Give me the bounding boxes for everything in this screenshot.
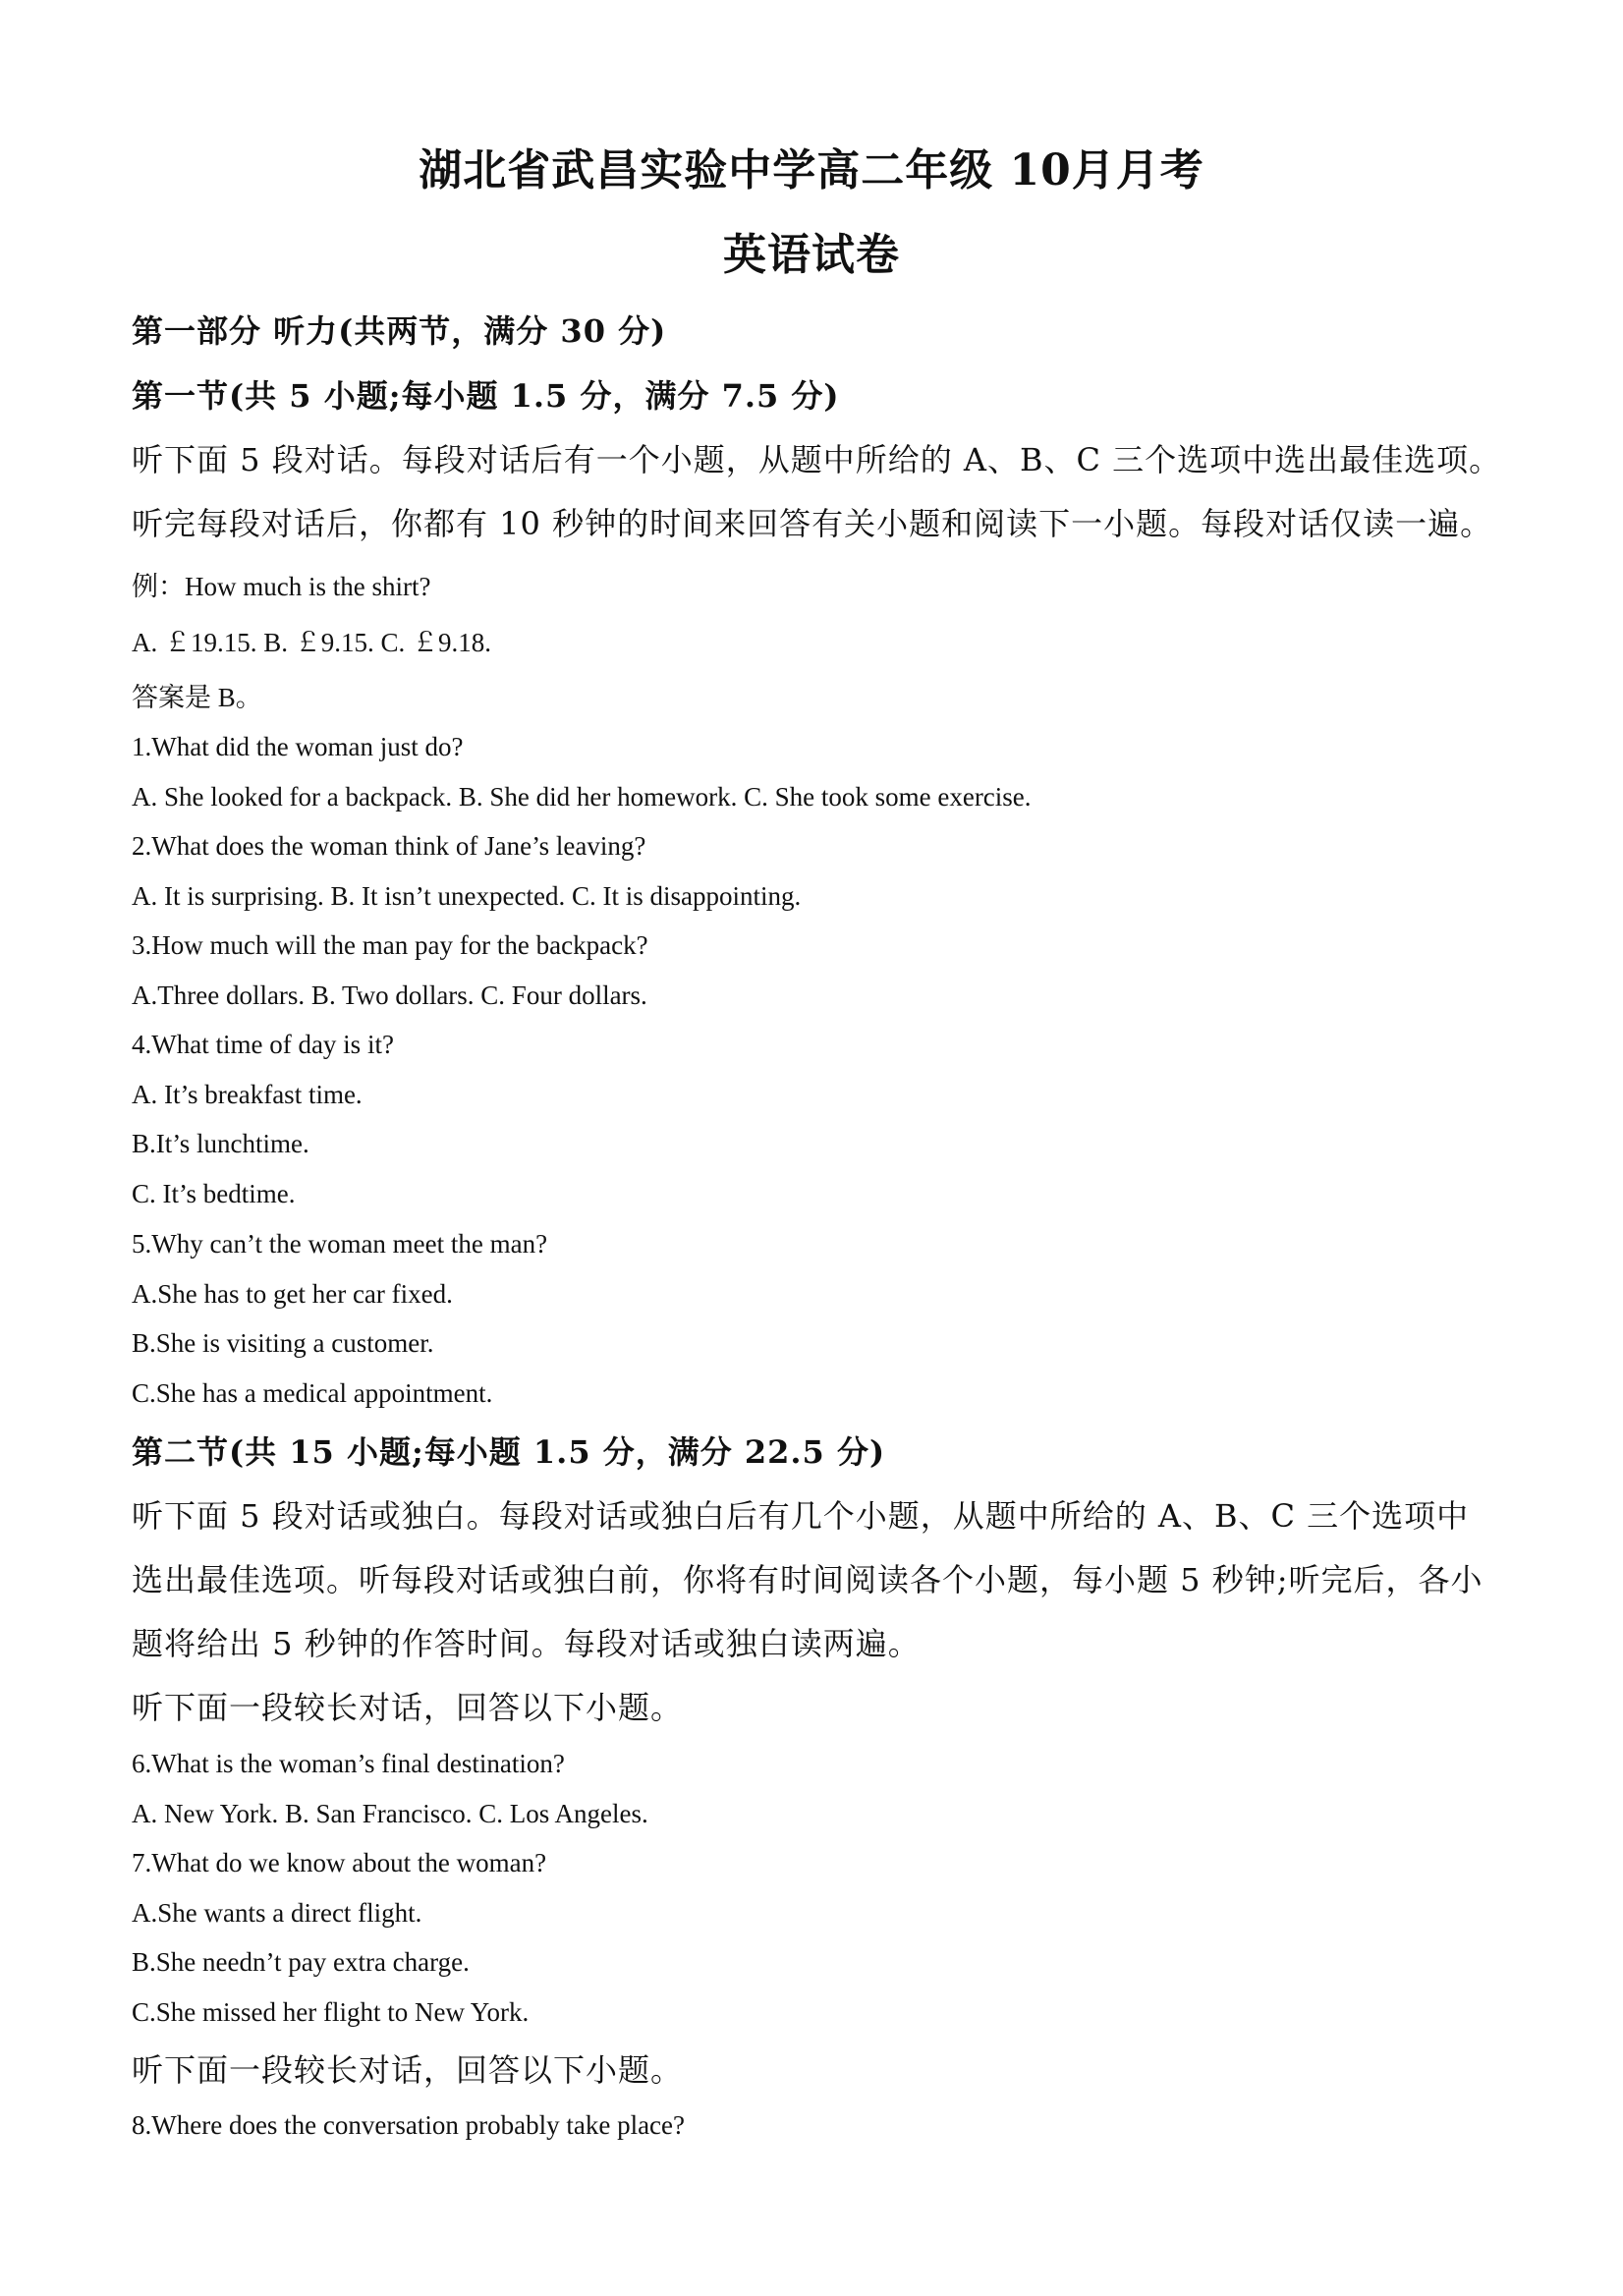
section-heading: 第一节(共 5 小题;每小题 1.5 分，满分 7.5 分) bbox=[132, 377, 840, 415]
option-line: B.She needn’t pay extra charge. bbox=[132, 1947, 470, 1977]
question-line: 3.How much will the man pay for the backpack? bbox=[132, 930, 648, 960]
option-line: B.It’s lunchtime. bbox=[132, 1129, 309, 1158]
question-line: 7.What do we know about the woman? bbox=[132, 1848, 547, 1877]
instruction-line: 听下面 5 段对话或独白。每段对话或独白后有几个小题，从题中所给的 A、B、C 三个选项中 bbox=[132, 1497, 1470, 1535]
option-line: B.She is visiting a customer. bbox=[132, 1328, 434, 1358]
part-heading: 第一部分 听力(共两节，满分 30 分) bbox=[132, 312, 667, 350]
exam-subtitle: 英语试卷 bbox=[723, 230, 900, 280]
options-line: A. New York. B. San Francisco. C. Los Angeles. bbox=[132, 1799, 648, 1828]
question-line: 1.What did the woman just do? bbox=[132, 732, 464, 761]
question-line: 2.What does the woman think of Jane’s leaving? bbox=[132, 831, 646, 861]
example-options: A. ￡19.15. B. ￡9.15. C. ￡9.18. bbox=[132, 628, 492, 657]
section-heading: 第二节(共 15 小题;每小题 1.5 分，满分 22.5 分) bbox=[132, 1433, 886, 1471]
option-line: A.She has to get her car fixed. bbox=[132, 1279, 453, 1309]
question-line: 8.Where does the conversation probably take place? bbox=[132, 2110, 686, 2140]
options-line: A.Three dollars. B. Two dollars. C. Four dollars. bbox=[132, 980, 647, 1010]
option-line: A.She wants a direct flight. bbox=[132, 1898, 422, 1928]
question-line: 6.What is the woman’s final destination? bbox=[132, 1749, 565, 1778]
example-question: 例：How much is the shirt? bbox=[132, 572, 431, 601]
question-line: 4.What time of day is it? bbox=[132, 1030, 394, 1059]
option-line: A. It’s breakfast time. bbox=[132, 1080, 363, 1109]
option-line: C.She has a medical appointment. bbox=[132, 1378, 493, 1408]
instruction-line: 选出最佳选项。听每段对话或独白前，你将有时间阅读各个小题，每小题 5 秒钟;听完后，各小 bbox=[132, 1561, 1483, 1598]
example-answer: 答案是 B。 bbox=[132, 683, 262, 712]
options-line: A. It is surprising. B. It isn’t unexpected. C. It is disappointing. bbox=[132, 881, 802, 911]
instruction-line: 听完每段对话后，你都有 10 秒钟的时间来回答有关小题和阅读下一小题。每段对话仅读一遍。 bbox=[132, 505, 1493, 542]
option-line: C.She missed her flight to New York. bbox=[132, 1997, 530, 2027]
instruction-line: 听下面 5 段对话。每段对话后有一个小题，从题中所给的 A、B、C 三个选项中选出最佳选项。 bbox=[132, 441, 1502, 478]
group-prompt: 听下面一段较长对话，回答以下小题。 bbox=[132, 1689, 684, 1726]
instruction-line: 题将给出 5 秒钟的作答时间。每段对话或独白读两遍。 bbox=[132, 1625, 921, 1662]
question-line: 5.Why can’t the woman meet the man? bbox=[132, 1229, 548, 1259]
group-prompt: 听下面一段较长对话，回答以下小题。 bbox=[132, 2051, 684, 2089]
exam-title: 湖北省武昌实验中学高二年级 10月月考 bbox=[419, 145, 1204, 196]
option-line: C. It’s bedtime. bbox=[132, 1179, 296, 1208]
options-line: A. She looked for a backpack. B. She did her homework. C. She took some exercise. bbox=[132, 782, 1032, 812]
